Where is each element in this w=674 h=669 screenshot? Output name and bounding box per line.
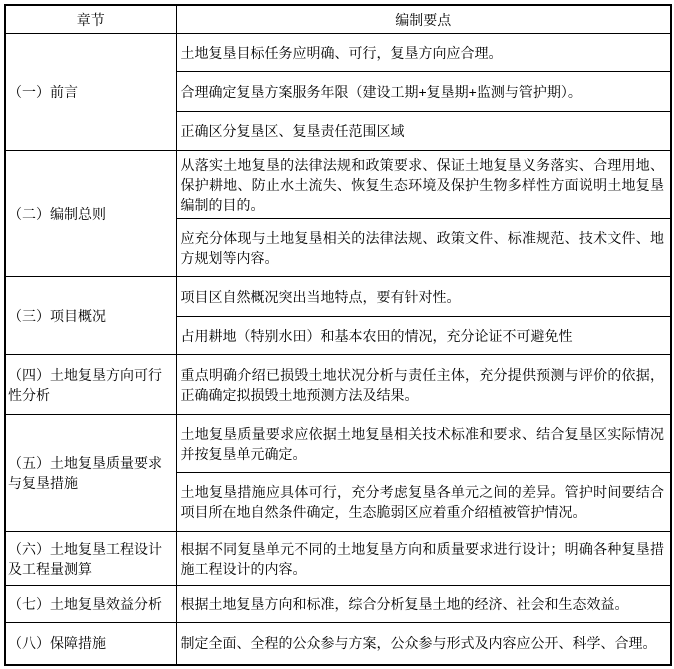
point-cell: 土地复垦质量要求应依据土地复垦相关技术标准和要求、结合复垦区实际情况并按复垦单元确定。 xyxy=(176,415,671,473)
header-row xyxy=(5,5,671,34)
point-cell: 根据不同复垦单元不同的土地复垦方向和质量要求进行设计；明确各种复垦措施工程设计的内容。 xyxy=(176,532,671,586)
table-row xyxy=(5,623,671,665)
point-cell: 重点明确介绍已损毁土地状况分析与责任主体，充分提供预测与评价的依据，正确确定拟损毁土地预测方法及结果。 xyxy=(176,355,671,415)
key-points-table xyxy=(4,4,672,666)
column-header-chapter: 章节 xyxy=(5,5,176,34)
point-cell: 合理确定复垦方案服务年限（建设工期+复垦期+监测与管护期）。 xyxy=(176,72,671,112)
point-cell: 应充分体现与土地复垦相关的法律法规、政策文件、标准规范、技术文件、地方规划等内容。 xyxy=(176,219,671,277)
chapter-cell-2: （二）编制总则 xyxy=(5,151,176,277)
chapter-cell-8: （八）保障措施 xyxy=(5,623,176,665)
table-row xyxy=(5,151,671,219)
table-row xyxy=(5,355,671,415)
point-cell: 土地复垦措施应具体可行，充分考虑复垦各单元之间的差异。管护时间要结合项目所在地自然条件确定，生态脆弱区应着重介绍植被管护情况。 xyxy=(176,473,671,532)
point-cell: 根据土地复垦方向和标准，综合分析复垦土地的经济、社会和生态效益。 xyxy=(176,586,671,623)
table-row xyxy=(5,415,671,473)
chapter-cell-6: （六）土地复垦工程设计及工程量测算 xyxy=(5,532,176,586)
table-row xyxy=(5,532,671,586)
point-cell: 从落实土地复垦的法律法规和政策要求、保证土地复垦义务落实、合理用地、保护耕地、防止水土流失、恢复生态环境及保护生物多样性方面说明土地复垦编制的目的。 xyxy=(176,151,671,219)
table-row xyxy=(5,277,671,317)
table-row xyxy=(5,586,671,623)
column-header-points: 编制要点 xyxy=(176,5,671,34)
point-cell: 制定全面、全程的公众参与方案，公众参与形式及内容应公开、科学、合理。 xyxy=(176,623,671,665)
point-cell: 正确区分复垦区、复垦责任范围区域 xyxy=(176,112,671,151)
chapter-cell-1: （一）前言 xyxy=(5,34,176,151)
table-row xyxy=(5,34,671,72)
point-cell: 土地复垦目标任务应明确、可行，复垦方向应合理。 xyxy=(176,34,671,72)
point-cell: 项目区自然概况突出当地特点，要有针对性。 xyxy=(176,277,671,317)
chapter-cell-3: （三）项目概况 xyxy=(5,277,176,355)
point-cell: 占用耕地（特别水田）和基本农田的情况，充分论证不可避免性 xyxy=(176,317,671,355)
chapter-cell-5: （五）土地复垦质量要求与复垦措施 xyxy=(5,415,176,532)
chapter-cell-4: （四）土地复垦方向可行性分析 xyxy=(5,355,176,415)
chapter-cell-7: （七）土地复垦效益分析 xyxy=(5,586,176,623)
